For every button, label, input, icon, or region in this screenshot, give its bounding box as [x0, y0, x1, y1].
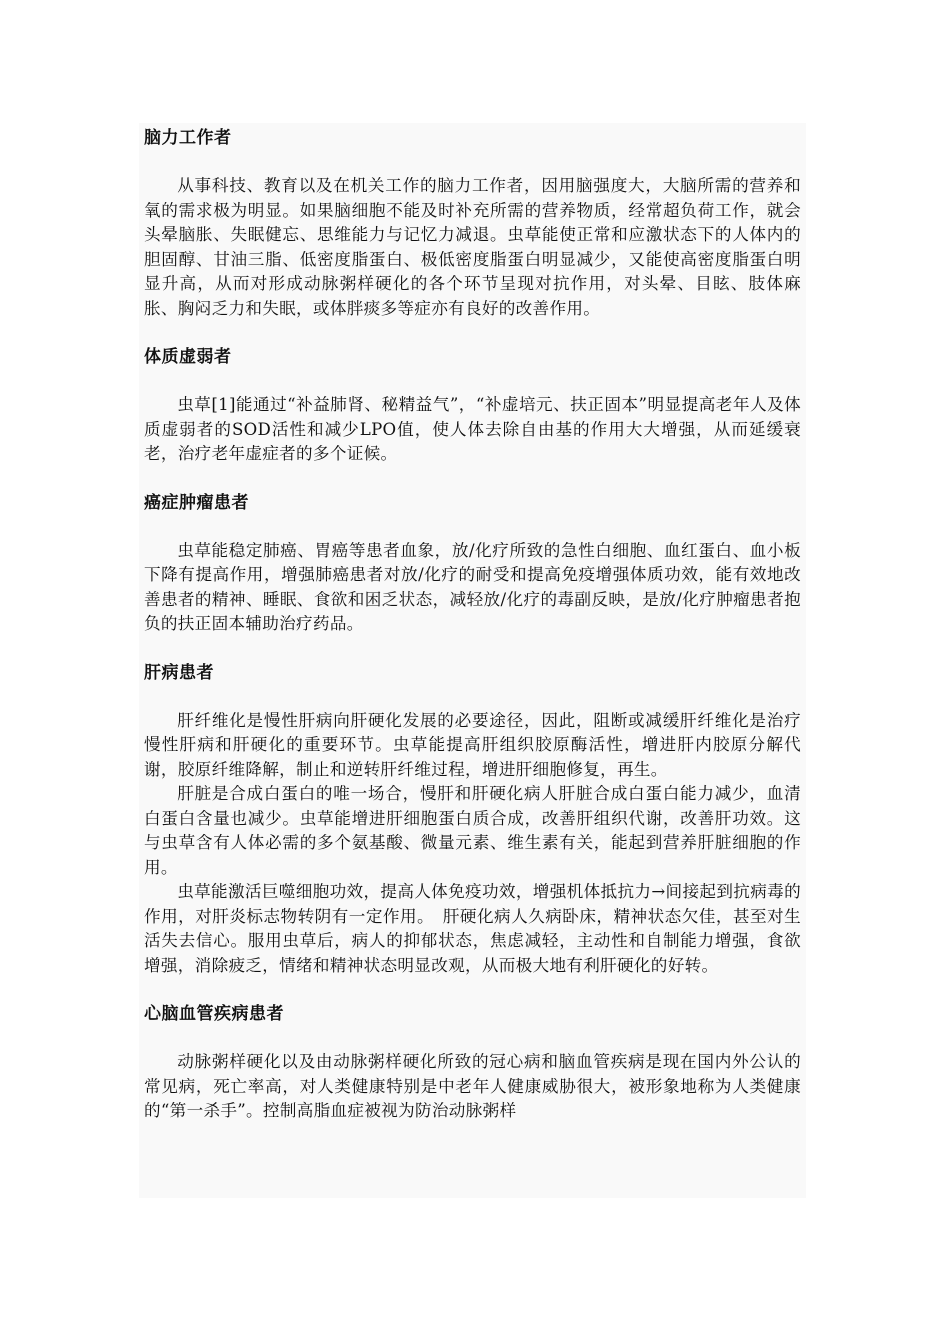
section-paragraph: 肝脏是合成白蛋白的唯一场合，慢肝和肝硬化病人肝脏合成白蛋白能力减少，血清白蛋白含量也减少。虫草能增进肝细胞蛋白质合成，改善肝组织代谢，改善肝功效。这与虫草含有人体必需的多个氨基酸、微量元素、维生素有关，能起到营养肝脏细胞的作用。	[144, 784, 801, 877]
section-heading-cardio-patients: 心脑血管疾病患者	[144, 1004, 284, 1024]
section-paragraph: 肝纤维化是慢性肝病向肝硬化发展的必要途径，因此，阻断或减缓肝纤维化是治疗慢性肝病和肝硬化的重要环节。虫草能提高肝组织胶原酶活性，增进肝内胶原分解代谢，胶原纤维降解，制止和逆转肝纤维过程，增进肝细胞修复，再生。	[144, 710, 801, 779]
section-heading-liver-patients: 肝病患者	[144, 662, 214, 683]
document-panel	[139, 123, 806, 1198]
section-paragraph: 从事科技、教育以及在机关工作的脑力工作者，因用脑强度大，大脑所需的营养和氧的需求极为明显。如果脑细胞不能及时补充所需的营养物质，经常超负荷工作，就会头晕脑胀、失眠健忘、思维能力与记忆力减退。虫草能使正常和应激状态下的人体内的胆固醇、甘油三脂、低密度脂蛋白、极低密度脂蛋白明显减少，又能使高密度脂蛋白明显升高，从而对形成动脉粥样硬化的各个环节呈现对抗作用，对头晕、目眩、肢体麻胀、胸闷乏力和失眠，或体胖痰多等症亦有良好的改善作用。	[144, 176, 801, 318]
section-paragraph: 虫草能稳定肺癌、胃癌等患者血象，放/化疗所致的急性白细胞、血红蛋白、血小板下降有提高作用，增强肺癌患者对放/化疗的耐受和提高免疫增强体质功效，能有效地改善患者的精神、睡眠、食欲和困乏状态，减轻放/化疗的毒副反映，是放/化疗肿瘤患者抱负的扶正固本辅助治疗药品。	[144, 540, 801, 633]
section-heading-cancer-patients: 癌症肿瘤患者	[144, 492, 249, 513]
section-paragraph: 动脉粥样硬化以及由动脉粥样硬化所致的冠心病和脑血管疾病是现在国内外公认的常见病，死亡率高，对人类健康特别是中老年人健康威胁很大，被形象地称为人类健康的“第一杀手”。控制高脂血症被视为防治动脉粥样	[144, 1052, 801, 1120]
document-content	[144, 123, 801, 1124]
section-heading-brain-workers: 脑力工作者	[144, 128, 232, 148]
section-heading-weak-constitution: 体质虚弱者	[144, 347, 232, 367]
section-paragraph: 虫草能激活巨噬细胞功效，提高人体免疫功效，增强机体抵抗力→间接起到抗病毒的作用，对肝炎标志物转阴有一定作用。 肝硬化病人久病卧床，精神状态欠佳，甚至对生活失去信心。服用虫草后，病人的抑郁状态，焦虑减轻，主动性和自制能力增强，食欲增强，消除疲乏，情绪和精神状态明显改观，从而极大地有利肝硬化的好转。	[144, 882, 801, 975]
section-paragraph: 虫草[1]能通过“补益肺肾、秘精益气”，“补虚培元、扶正固本”明显提高老年人及体质虚弱者的SOD活性和减少LPO值，使人体去除自由基的作用大大增强，从而延缓衰老，治疗老年虚症者的多个证候。	[144, 395, 801, 463]
